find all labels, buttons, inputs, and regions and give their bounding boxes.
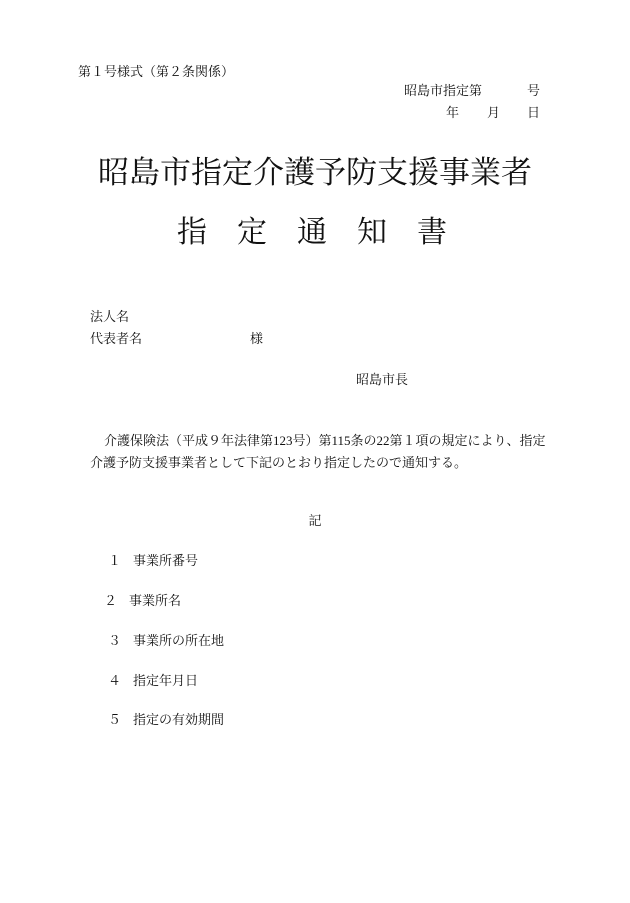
item-number: １	[108, 553, 122, 568]
form-label: 第１号様式（第２条関係）	[78, 64, 235, 79]
item-number: ４	[108, 673, 122, 688]
item-label-designation-date: 指定年月日	[133, 673, 199, 688]
designation-number-prefix: 昭島市指定第	[404, 83, 483, 98]
document-title-line1: 昭島市指定介護予防支援事業者	[98, 155, 532, 190]
document-title-line2: 指 定 通 知 書	[177, 216, 447, 249]
date-year-label: 年	[446, 105, 460, 120]
date-day-label: 日	[527, 105, 541, 120]
date-month-label: 月	[487, 105, 501, 120]
designation-number-suffix: 号	[527, 83, 541, 98]
body-text-line-2: 介護予防支援事業者として下記のとおり指定したので通知する。	[90, 455, 468, 470]
record-heading: 記	[308, 513, 322, 528]
representative-name-label: 代表者名	[90, 331, 143, 346]
item-label-office-number: 事業所番号	[133, 553, 199, 568]
body-text-line-1: 介護保険法（平成９年法律第123号）第115条の22第１項の規定により、指定	[104, 433, 546, 448]
corporation-name-label: 法人名	[90, 309, 130, 324]
item-number: ５	[108, 712, 122, 727]
issuer-mayor: 昭島市長	[356, 372, 409, 387]
item-number: ３	[108, 633, 122, 648]
item-number: ２	[104, 593, 118, 608]
item-label-validity-period: 指定の有効期間	[133, 712, 225, 727]
item-label-office-address: 事業所の所在地	[133, 633, 225, 648]
honorific-sama: 様	[250, 331, 264, 346]
item-label-office-name: 事業所名	[129, 593, 182, 608]
